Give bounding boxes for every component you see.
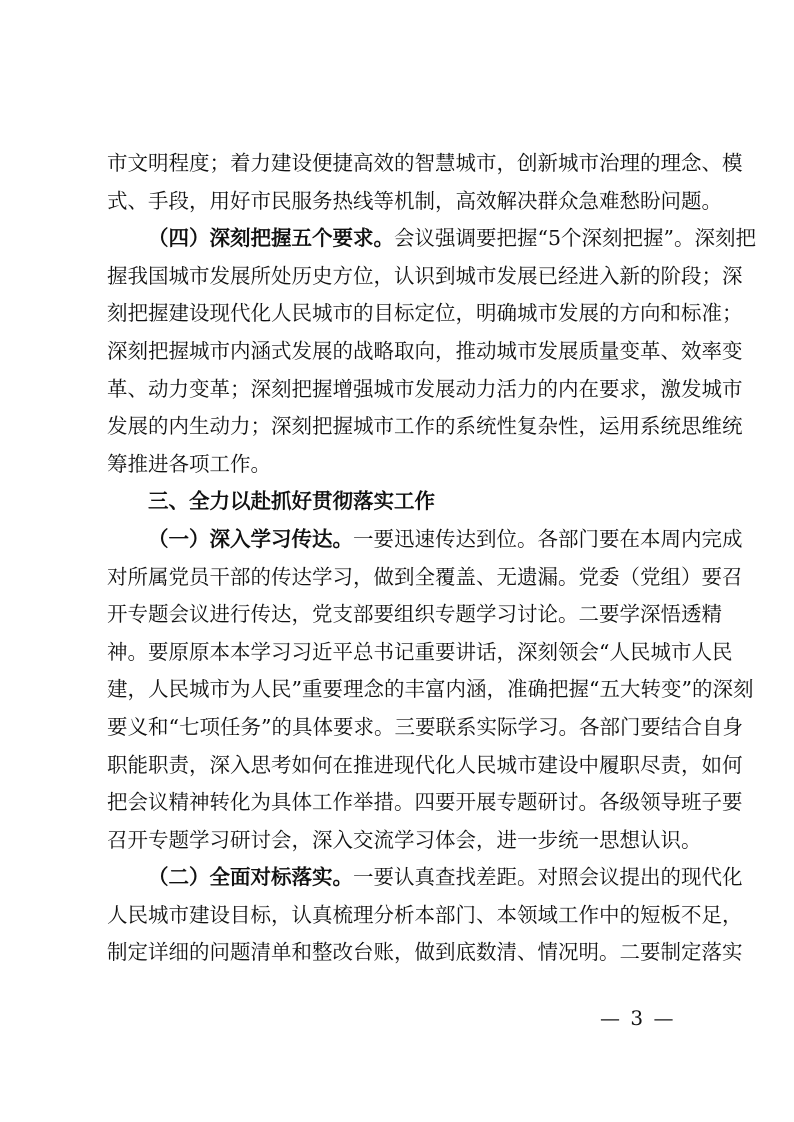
paragraph-first-line — [107, 223, 757, 261]
section-heading: 三、全力以赴抓好贯彻落实工作 — [148, 489, 435, 514]
text-line: 式、手段，用好市民服务热线等机制，高效解决群众急难愁盼问题。 — [107, 188, 722, 213]
page-number: — 3 — — [600, 1006, 676, 1030]
text-line: 要义和“七项任务”的具体要求。三要联系实际学习。各部门要结合自身 — [107, 714, 743, 739]
text-line: 召开专题学习研讨会，深入交流学习体会，进一步统一思想认识。 — [107, 827, 702, 852]
text-line: 开专题会议进行传达，党支部要组织专题学习讨论。二要学深悟透精 — [107, 602, 722, 627]
text-line: 建，人民城市为人民”重要理念的丰富内涵，准确把握“五大转变”的深刻 — [107, 677, 754, 702]
paragraph-first-line — [107, 524, 743, 562]
paragraph-first-line — [107, 862, 743, 900]
text-line: 革、动力变革；深刻把握增强城市发展动力活力的内在要求，激发城市 — [107, 376, 743, 401]
text-line: 职能职责，深入思考如何在推进现代化人民城市建设中履职尽责，如何 — [107, 752, 743, 777]
text-line: 握我国城市发展所处历史方位，认识到城市发展已经进入新的阶段；深 — [107, 263, 743, 288]
text-line: 神。要原原本本学习习近平总书记重要讲话，深刻领会“人民城市人民 — [107, 639, 733, 664]
text-line: 刻把握建设现代化人民城市的目标定位，明确城市发展的方向和标准； — [107, 301, 743, 326]
text-line: 筹推进各项工作。 — [107, 451, 271, 476]
paragraph-lead: （二）全面对标落实。 — [148, 865, 353, 890]
text: 会议强调要把握“5个深刻把握”。深刻把 — [394, 226, 757, 251]
text-line: 把会议精神转化为具体工作举措。四要开展专题研讨。各级领导班子要 — [107, 790, 743, 815]
text-line: 市文明程度；着力建设便捷高效的智慧城市，创新城市治理的理念、模 — [107, 151, 743, 175]
text: 一要认真查找差距。对照会议提出的现代化 — [353, 865, 743, 890]
text: 一要迅速传达到位。各部门要在本周内完成 — [353, 526, 743, 551]
text-line: 发展的内生动力；深刻把握城市工作的系统性复杂性，运用系统思维统 — [107, 414, 743, 439]
paragraph-lead: （一）深入学习传达。 — [148, 526, 353, 551]
document-body — [107, 148, 757, 975]
paragraph-lead: （四）深刻把握五个要求。 — [148, 226, 394, 251]
text-line: 人民城市建设目标，认真梳理分析本部门、本领域工作中的短板不足， — [107, 902, 743, 927]
text-line: 深刻把握城市内涵式发展的战略取向，推动城市发展质量变革、效率变 — [107, 338, 743, 363]
text-line: 制定详细的问题清单和整改台账，做到底数清、情况明。二要制定落实 — [107, 940, 743, 965]
text-line: 对所属党员干部的传达学习，做到全覆盖、无遗漏。党委（党组）要召 — [107, 564, 743, 589]
